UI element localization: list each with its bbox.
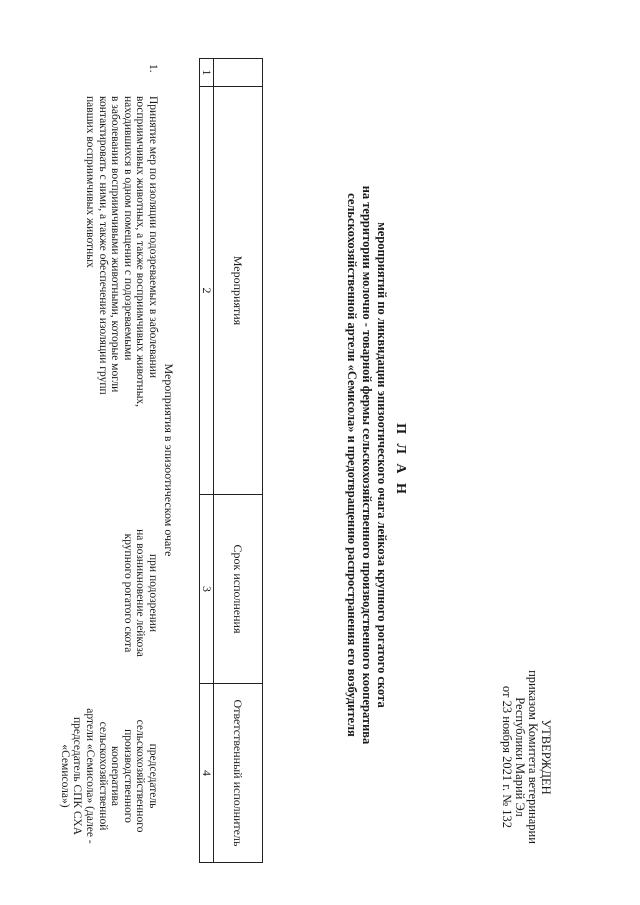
responsible-line: сельскохозяйственной [96,721,109,831]
approval-stamp [500,632,552,882]
measure-line: павших восприимчивых животных [84,96,97,268]
row-term [121,503,159,683]
measure-line: контактировать с ними, а также обеспечение изоляции групп [96,96,109,395]
row-number: 1. [147,64,159,73]
responsible-line: сельскохозяйственного [134,719,147,833]
responsible-line: производственного [121,729,134,823]
subtitle-line: на территории молочно - товарной фермы сельскохозяйственного производственного кооператива [360,185,374,745]
document-title: П Л А Н [393,423,408,497]
measure-line: находившихся в одном помещении с подозреваемыми [121,96,134,361]
header-num [214,59,263,87]
header-term: Срок исполнения [214,495,263,684]
responsible-line: председатель [147,743,159,809]
column-number: 2 [200,87,214,495]
plan-table-header [199,58,263,863]
measure-line: Принятие мер по изоляции подозреваемых в заболевании [147,96,159,378]
subtitle-line: мероприятий по ликвидации эпизоотического очага лейкоза крупного рогатого скота [375,222,389,708]
header-responsible: Ответственный исполнитель [214,684,263,863]
approval-line: от 23 ноября 2021 г. № 132 [500,685,514,829]
document-subtitle [344,120,389,810]
responsible-line: кооператива [109,746,122,806]
table-row [0,58,159,862]
measure-line: в заболевании восприимчивыми животными, которые могли [109,96,122,393]
header-measures: Мероприятия [214,87,263,495]
term-line: на возникновение лейкоза [134,529,147,657]
term-line: крупного рогатого скота [121,533,134,653]
section-title: Мероприятия в эпизоотическом очаге [162,363,176,557]
column-number: 1 [200,59,214,87]
column-number: 3 [200,495,214,684]
responsible-line: «Семисола») [58,744,71,808]
column-numbers-row [200,59,214,863]
approval-line: Республики Марий Эл [513,697,527,817]
header-row [214,59,263,863]
column-number: 4 [200,684,214,863]
term-line: при подозрении [147,554,159,632]
subtitle-line: сельскохозяйственной артели «Семисола» и предотвращению распространения его возбудителя [345,193,359,737]
row-measure-text [83,96,159,430]
approval-line: приказом Комитета ветеринарии [526,670,540,844]
row-responsible [58,690,159,862]
responsible-line: председатель СПК СХА [71,716,84,836]
approval-line: УТВЕРЖДЕН [539,719,553,795]
responsible-line: артели «Семисола» (далее - [84,708,97,844]
measure-line: восприимчивых животных, а также восприимчивых животных, [134,96,147,408]
